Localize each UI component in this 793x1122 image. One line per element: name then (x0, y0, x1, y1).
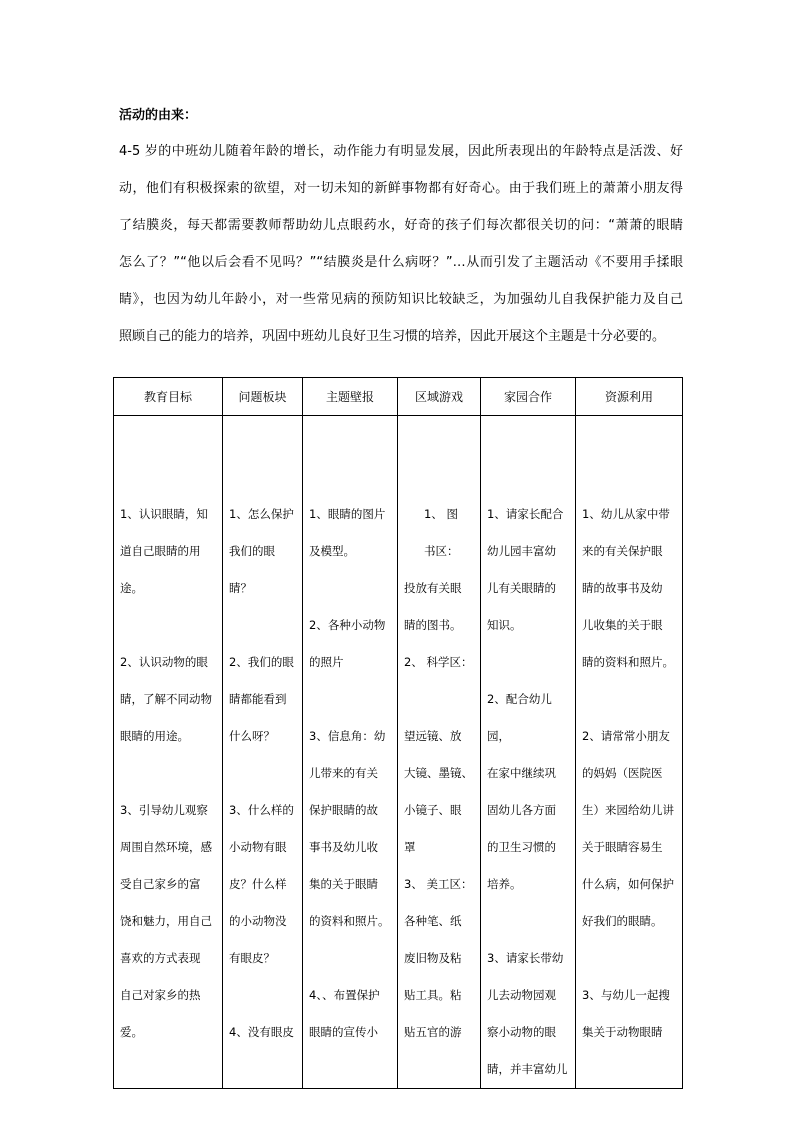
cell-line: 的卫生习惯的 (487, 840, 556, 854)
cell-line: 3、信息角：幼 (309, 729, 386, 743)
cell-line: 2、请常常小朋友 (582, 729, 670, 743)
cell-line: 4、、布置保护 (309, 988, 380, 1002)
cell-line: 废旧物及粘 (404, 951, 462, 965)
cell-line: 集的关于眼睛 (309, 877, 378, 891)
cell-line: 幼儿园丰富幼 (487, 544, 556, 558)
cell-line: 1、 图 (424, 507, 458, 521)
plan-table (113, 377, 683, 1089)
intro-line: 睛》，也因为幼儿年龄小，对一些常见病的预防知识比较缺乏，为加强幼儿自我保护能力及自己 (119, 292, 683, 307)
cell-line: 生）来园给幼儿讲 (582, 803, 674, 817)
cell-line: 集关于动物眼睛 (582, 1025, 663, 1039)
cell-line: 1、认识眼睛，知 (120, 507, 208, 521)
cell-line: 什么呀？ (229, 729, 275, 743)
cell-line: 睛都能看到 (229, 692, 287, 706)
cell-line: 有眼皮？ (229, 951, 275, 965)
cell-home-cooperation (481, 416, 576, 1089)
cell-line: 贴五官的游 (404, 1025, 462, 1039)
intro-line: 4-5 岁的中班幼儿随着年龄的增长，动作能力有明显发展，因此所表现出的年龄特点是活泼、好 (119, 144, 683, 159)
cell-line: 在家中继续巩 (487, 766, 556, 780)
cell-line: 2、我们的眼 (229, 655, 294, 669)
cell-question-block (223, 416, 303, 1089)
cell-line: 大镜、墨镜、 (404, 766, 473, 780)
cell-line: 3、 美工区： (404, 877, 473, 891)
header-home-cooperation: 家园合作 (481, 378, 576, 416)
cell-line: 受自己家乡的富 (120, 877, 201, 891)
cell-line: 饶和魅力，用自己 (120, 914, 212, 928)
cell-line: 3、引导幼儿观察 (120, 803, 208, 817)
cell-line: 儿带来的有关 (309, 766, 378, 780)
cell-line: 关于眼睛容易生 (582, 840, 663, 854)
cell-line: 2、 科学区： (404, 655, 473, 669)
cell-line: 好我们的眼睛。 (582, 914, 663, 928)
cell-line: 的妈妈（医院医 (582, 766, 663, 780)
header-question-block: 问题板块 (223, 378, 303, 416)
cell-line: 3、请家长带幼 (487, 951, 564, 965)
cell-line: 知识。 (487, 618, 522, 632)
cell-education-goal (114, 416, 223, 1089)
cell-line: 爱。 (120, 1025, 143, 1039)
cell-line: 睛的资料和照片。 (582, 655, 674, 669)
cell-line: 皮？什么样 (229, 877, 287, 891)
cell-line: 书区： (424, 544, 459, 558)
intro-line: 照顾自己的能力的培养，巩固中班幼儿良好卫生习惯的培养，因此开展这个主题是十分必要的。 (119, 329, 666, 344)
cell-line: 罩 (404, 840, 416, 854)
cell-line: 1、请家长配合 (487, 507, 564, 521)
cell-line: 的资料和照片。 (309, 914, 390, 928)
table-header-row (114, 378, 683, 416)
cell-line: 1、眼睛的图片 (309, 507, 386, 521)
cell-line: 来的有关保护眼 (582, 544, 663, 558)
cell-line: 自己对家乡的热 (120, 988, 201, 1002)
cell-line: 望远镜、放 (404, 729, 462, 743)
cell-line: 的照片 (309, 655, 344, 669)
cell-line: 睛？ (229, 581, 252, 595)
cell-line: 睛，并丰富幼儿 (487, 1062, 568, 1076)
cell-line: 什么病，如何保护 (582, 877, 674, 891)
intro-line: 动，他们有积极探索的欲望，对一切未知的新鲜事物都有好奇心。由于我们班上的萧萧小朋友得 (119, 181, 683, 196)
cell-line: 儿去动物园观 (487, 988, 556, 1002)
cell-line: 儿收集的关于眼 (582, 618, 663, 632)
cell-line: 1、幼儿从家中带 (582, 507, 670, 521)
cell-line: 3、什么样的 (229, 803, 294, 817)
header-area-game: 区域游戏 (398, 378, 481, 416)
cell-line: 2、认识动物的眼 (120, 655, 208, 669)
intro-line: 怎么了？”“他以后会看不见吗？”“结膜炎是什么病呀？”…从而引发了主题活动《不要用手揉眼 (119, 255, 683, 270)
intro-line: 了结膜炎，每天都需要教师帮助幼儿点眼药水，好奇的孩子们每次都很关切的问：“萧萧的眼睛 (119, 218, 683, 233)
cell-line: 事书及幼儿收 (309, 840, 378, 854)
cell-line: 睛的图书。 (404, 618, 462, 632)
cell-line: 喜欢的方式表现 (120, 951, 201, 965)
cell-line: 的小动物没 (229, 914, 287, 928)
cell-line: 眼睛的宣传小 (309, 1025, 378, 1039)
header-theme-wall: 主题壁报 (303, 378, 398, 416)
cell-line: 1、怎么保护 (229, 507, 294, 521)
cell-line: 4、没有眼皮 (229, 1025, 294, 1039)
cell-line: 固幼儿各方面 (487, 803, 556, 817)
cell-line: 小动物有眼 (229, 840, 287, 854)
cell-line: 保护眼睛的故 (309, 803, 378, 817)
cell-line: 投放有关眼 (404, 581, 462, 595)
cell-line: 培养。 (487, 877, 522, 891)
cell-line: 眼睛的用途。 (120, 729, 189, 743)
intro-paragraph (119, 140, 683, 362)
cell-line: 贴工具。粘 (404, 988, 462, 1002)
table-body-row (114, 416, 683, 1089)
cell-line: 察小动物的眼 (487, 1025, 556, 1039)
cell-resource-use (576, 416, 683, 1089)
cell-line: 小镜子、眼 (404, 803, 462, 817)
cell-line: 周围自然环境，感 (120, 840, 212, 854)
cell-line: 及模型。 (309, 544, 355, 558)
cell-line: 儿有关眼睛的 (487, 581, 556, 595)
section-heading: 活动的由来： (119, 108, 198, 123)
cell-area-game (398, 416, 481, 1089)
cell-line: 道自己眼睛的用 (120, 544, 201, 558)
cell-line: 睛的故事书及幼 (582, 581, 663, 595)
cell-line: 3、与幼儿一起搜 (582, 988, 670, 1002)
header-education-goal: 教育目标 (114, 378, 223, 416)
cell-line: 我们的眼 (229, 544, 275, 558)
cell-line: 途。 (120, 581, 143, 595)
cell-line: 2、配合幼儿园， (487, 692, 552, 743)
cell-line: 各种笔、纸 (404, 914, 462, 928)
cell-theme-wall (303, 416, 398, 1089)
cell-line: 睛，了解不同动物 (120, 692, 212, 706)
header-resource-use: 资源利用 (576, 378, 683, 416)
cell-line: 2、各种小动物 (309, 618, 386, 632)
